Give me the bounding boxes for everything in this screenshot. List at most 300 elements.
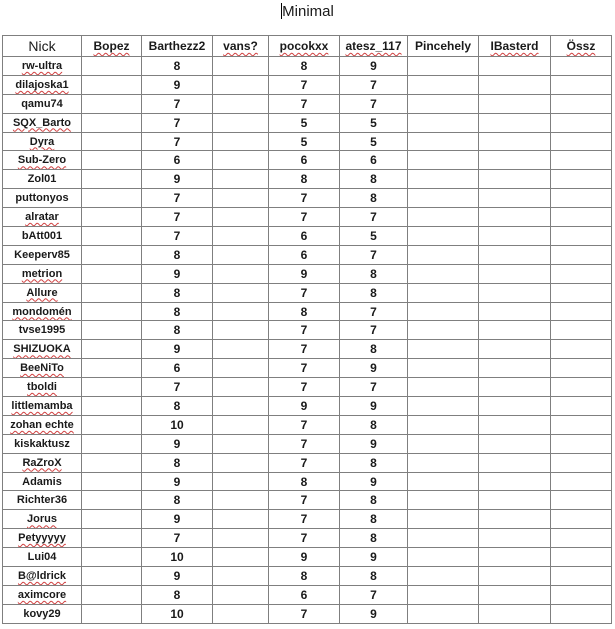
score-cell[interactable] [408,585,479,604]
score-cell[interactable] [213,283,269,302]
score-cell[interactable] [213,227,269,246]
nick-cell[interactable] [3,302,82,321]
score-cell[interactable] [82,415,142,434]
score-cell[interactable] [340,227,408,246]
score-cell[interactable] [269,113,340,132]
score-value: 7 [300,417,308,432]
score-cell[interactable] [551,510,612,529]
nick-cell[interactable] [3,510,82,529]
score-cell[interactable] [82,264,142,283]
score-cell[interactable] [142,302,213,321]
score-cell[interactable] [408,415,479,434]
score-cell[interactable] [213,378,269,397]
nick-cell[interactable] [3,245,82,264]
nick-cell[interactable] [3,397,82,416]
score-cell[interactable] [213,170,269,189]
score-cell[interactable] [82,227,142,246]
score-cell[interactable] [82,189,142,208]
score-cell[interactable] [82,359,142,378]
score-cell[interactable] [340,57,408,76]
score-cell[interactable] [213,453,269,472]
score-cell[interactable] [269,378,340,397]
score-cell[interactable] [142,132,213,151]
score-cell[interactable] [408,548,479,567]
score-cell[interactable] [479,264,551,283]
score-cell[interactable] [340,604,408,623]
score-cell[interactable] [82,302,142,321]
nick-cell[interactable] [3,548,82,567]
score-cell[interactable] [408,302,479,321]
score-cell[interactable] [269,302,340,321]
score-cell[interactable] [408,283,479,302]
score-cell[interactable] [408,132,479,151]
score-cell[interactable] [269,170,340,189]
score-cell[interactable] [142,567,213,586]
score-cell[interactable] [213,208,269,227]
nick-cell[interactable] [3,491,82,510]
nick-cell[interactable] [3,75,82,94]
score-cell[interactable] [340,75,408,94]
score-cell[interactable] [82,510,142,529]
score-cell[interactable] [340,585,408,604]
score-cell[interactable] [340,359,408,378]
score-cell[interactable] [479,397,551,416]
score-cell[interactable] [340,472,408,491]
score-cell[interactable] [408,434,479,453]
score-cell[interactable] [269,491,340,510]
score-cell[interactable] [408,75,479,94]
score-cell[interactable] [551,529,612,548]
score-cell[interactable] [142,151,213,170]
score-cell[interactable] [213,397,269,416]
score-cell[interactable] [269,434,340,453]
score-cell[interactable] [269,510,340,529]
score-cell[interactable] [213,57,269,76]
score-cell[interactable] [551,132,612,151]
score-cell[interactable] [82,170,142,189]
score-cell[interactable] [142,57,213,76]
column-header-label: Pincehely [414,39,472,53]
score-cell[interactable] [269,75,340,94]
score-cell[interactable] [551,170,612,189]
score-cell[interactable] [142,434,213,453]
score-value: 8 [173,247,181,262]
score-cell[interactable] [340,170,408,189]
score-value: 7 [173,96,181,111]
table-row [3,378,612,397]
score-cell[interactable] [408,529,479,548]
score-value: 8 [370,285,377,300]
score-cell[interactable] [213,472,269,491]
score-cell[interactable] [479,567,551,586]
table-row [3,340,612,359]
score-cell[interactable] [142,491,213,510]
score-cell[interactable] [551,491,612,510]
score-cell[interactable] [142,529,213,548]
score-cell[interactable] [408,113,479,132]
column-header [142,36,213,57]
score-cell[interactable] [340,397,408,416]
score-cell[interactable] [479,245,551,264]
nick-cell[interactable] [3,340,82,359]
score-cell[interactable] [408,94,479,113]
score-cell[interactable] [82,548,142,567]
score-cell[interactable] [408,151,479,170]
score-cell[interactable] [408,321,479,340]
score-value: 6 [173,153,181,168]
score-cell[interactable] [551,151,612,170]
score-cell[interactable] [551,321,612,340]
nick-cell[interactable] [3,208,82,227]
score-cell[interactable] [479,170,551,189]
score-cell[interactable] [82,132,142,151]
score-cell[interactable] [479,415,551,434]
score-cell[interactable] [551,434,612,453]
score-value: 7 [300,531,308,546]
score-cell[interactable] [269,151,340,170]
score-cell[interactable] [213,132,269,151]
score-cell[interactable] [551,208,612,227]
score-cell[interactable] [479,302,551,321]
table-row [3,189,612,208]
score-cell[interactable] [479,57,551,76]
score-cell[interactable] [142,283,213,302]
score-cell[interactable] [82,378,142,397]
column-header-label: IBasterd [490,39,539,53]
score-cell[interactable] [269,264,340,283]
score-cell[interactable] [340,529,408,548]
score-cell[interactable] [269,397,340,416]
score-cell[interactable] [408,264,479,283]
score-cell[interactable] [551,415,612,434]
score-cell[interactable] [213,585,269,604]
score-cell[interactable] [269,321,340,340]
score-value: 7 [370,210,377,225]
score-cell[interactable] [479,321,551,340]
score-cell[interactable] [551,359,612,378]
score-cell[interactable] [340,208,408,227]
score-cell[interactable] [408,340,479,359]
score-cell[interactable] [142,472,213,491]
score-cell[interactable] [82,604,142,623]
score-cell[interactable] [213,567,269,586]
score-cell[interactable] [408,227,479,246]
score-cell[interactable] [82,453,142,472]
score-cell[interactable] [479,529,551,548]
score-cell[interactable] [479,283,551,302]
score-cell[interactable] [340,132,408,151]
score-cell[interactable] [340,415,408,434]
score-cell[interactable] [551,264,612,283]
score-cell[interactable] [269,189,340,208]
nick-cell[interactable] [3,529,82,548]
score-cell[interactable] [82,529,142,548]
score-value: 7 [370,380,377,395]
score-value: 9 [370,606,377,621]
score-cell[interactable] [269,57,340,76]
score-cell[interactable] [340,491,408,510]
score-cell[interactable] [340,510,408,529]
score-cell[interactable] [479,359,551,378]
score-cell[interactable] [269,415,340,434]
score-cell[interactable] [340,567,408,586]
score-cell[interactable] [82,75,142,94]
score-cell[interactable] [213,340,269,359]
score-value: 9 [370,361,377,376]
score-cell[interactable] [213,113,269,132]
score-cell[interactable] [408,189,479,208]
score-cell[interactable] [551,245,612,264]
nick-cell[interactable] [3,567,82,586]
nick-text: tvse1995 [18,324,66,337]
score-cell[interactable] [82,321,142,340]
score-cell[interactable] [408,510,479,529]
score-cell[interactable] [142,113,213,132]
score-cell[interactable] [213,151,269,170]
score-cell[interactable] [479,94,551,113]
score-cell[interactable] [142,453,213,472]
score-cell[interactable] [269,94,340,113]
score-cell[interactable] [142,548,213,567]
score-cell[interactable] [479,472,551,491]
score-cell[interactable] [269,604,340,623]
table-body [3,57,612,624]
score-cell[interactable] [213,510,269,529]
score-cell[interactable] [269,567,340,586]
score-cell[interactable] [213,321,269,340]
score-cell[interactable] [269,359,340,378]
nick-cell[interactable] [3,585,82,604]
score-cell[interactable] [551,453,612,472]
column-header-label: Nick [28,38,56,54]
score-cell[interactable] [269,132,340,151]
score-cell[interactable] [213,264,269,283]
score-cell[interactable] [479,189,551,208]
table-row [3,170,612,189]
score-cell[interactable] [408,245,479,264]
table-row [3,529,612,548]
score-cell[interactable] [142,340,213,359]
score-cell[interactable] [551,340,612,359]
nick-text: tboldi [27,381,57,394]
score-cell[interactable] [408,472,479,491]
score-cell[interactable] [82,491,142,510]
score-cell[interactable] [269,208,340,227]
nick-cell[interactable] [3,415,82,434]
score-cell[interactable] [269,529,340,548]
score-cell[interactable] [142,510,213,529]
score-cell[interactable] [142,359,213,378]
score-cell[interactable] [269,453,340,472]
score-cell[interactable] [408,604,479,623]
score-cell[interactable] [142,604,213,623]
score-cell[interactable] [551,189,612,208]
score-cell[interactable] [142,397,213,416]
score-cell[interactable] [551,227,612,246]
score-cell[interactable] [340,453,408,472]
score-cell[interactable] [142,321,213,340]
score-cell[interactable] [82,57,142,76]
score-cell[interactable] [340,321,408,340]
score-cell[interactable] [82,94,142,113]
score-cell[interactable] [408,567,479,586]
score-cell[interactable] [551,567,612,586]
table-row [3,264,612,283]
score-cell[interactable] [82,283,142,302]
score-cell[interactable] [142,75,213,94]
score-cell[interactable] [142,415,213,434]
score-cell[interactable] [479,548,551,567]
nick-cell[interactable] [3,151,82,170]
score-cell[interactable] [408,453,479,472]
score-cell[interactable] [82,472,142,491]
nick-cell[interactable] [3,472,82,491]
score-cell[interactable] [340,302,408,321]
score-cell[interactable] [551,604,612,623]
score-cell[interactable] [340,283,408,302]
score-cell[interactable] [213,548,269,567]
nick-cell[interactable] [3,604,82,623]
score-cell[interactable] [213,604,269,623]
score-cell[interactable] [479,208,551,227]
score-cell[interactable] [213,359,269,378]
score-cell[interactable] [213,529,269,548]
score-cell[interactable] [551,585,612,604]
score-cell[interactable] [551,283,612,302]
score-cell[interactable] [142,170,213,189]
score-cell[interactable] [551,113,612,132]
score-cell[interactable] [479,340,551,359]
nick-cell[interactable] [3,132,82,151]
score-cell[interactable] [551,57,612,76]
score-cell[interactable] [269,340,340,359]
score-cell[interactable] [479,75,551,94]
score-cell[interactable] [213,302,269,321]
nick-cell[interactable] [3,434,82,453]
nick-cell[interactable] [3,113,82,132]
score-value: 7 [173,134,181,149]
score-cell[interactable] [408,359,479,378]
score-cell[interactable] [408,397,479,416]
score-cell[interactable] [142,264,213,283]
score-cell[interactable] [479,585,551,604]
score-cell[interactable] [479,113,551,132]
score-cell[interactable] [269,245,340,264]
score-cell[interactable] [408,57,479,76]
nick-cell[interactable] [3,283,82,302]
nick-cell[interactable] [3,378,82,397]
score-cell[interactable] [82,585,142,604]
score-cell[interactable] [340,340,408,359]
document-title-text: Minimal [282,3,334,20]
score-cell[interactable] [551,94,612,113]
score-cell[interactable] [340,113,408,132]
score-cell[interactable] [142,585,213,604]
nick-cell[interactable] [3,359,82,378]
score-cell[interactable] [142,245,213,264]
score-cell[interactable] [479,491,551,510]
nick-cell[interactable] [3,94,82,113]
score-cell[interactable] [269,227,340,246]
score-cell[interactable] [142,208,213,227]
score-cell[interactable] [340,151,408,170]
score-cell[interactable] [479,434,551,453]
score-cell[interactable] [340,378,408,397]
score-cell[interactable] [269,548,340,567]
score-cell[interactable] [551,472,612,491]
nick-cell[interactable] [3,170,82,189]
score-cell[interactable] [479,510,551,529]
nick-cell[interactable] [3,264,82,283]
table-row [3,208,612,227]
score-cell[interactable] [551,378,612,397]
score-cell[interactable] [213,434,269,453]
score-cell[interactable] [340,94,408,113]
score-cell[interactable] [551,302,612,321]
score-cell[interactable] [142,94,213,113]
score-cell[interactable] [551,75,612,94]
score-cell[interactable] [340,548,408,567]
score-cell[interactable] [269,283,340,302]
score-cell[interactable] [479,227,551,246]
score-cell[interactable] [269,585,340,604]
score-cell[interactable] [340,434,408,453]
score-value: 9 [300,550,308,565]
score-cell[interactable] [479,151,551,170]
score-cell[interactable] [142,378,213,397]
score-cell[interactable] [479,132,551,151]
score-cell[interactable] [213,189,269,208]
score-cell[interactable] [82,434,142,453]
score-cell[interactable] [551,548,612,567]
score-cell[interactable] [408,208,479,227]
nick-text: SQX_Barto [12,116,72,129]
score-cell[interactable] [213,491,269,510]
score-cell[interactable] [479,604,551,623]
score-cell[interactable] [82,567,142,586]
score-cell[interactable] [408,378,479,397]
nick-cell[interactable] [3,453,82,472]
score-cell[interactable] [213,415,269,434]
nick-text: Sub-Zero [17,154,67,167]
score-cell[interactable] [142,189,213,208]
score-cell[interactable] [340,189,408,208]
nick-cell[interactable] [3,57,82,76]
score-cell[interactable] [82,245,142,264]
score-cell[interactable] [213,245,269,264]
score-cell[interactable] [479,453,551,472]
score-cell[interactable] [82,151,142,170]
score-cell[interactable] [82,340,142,359]
score-cell[interactable] [551,397,612,416]
score-cell[interactable] [269,472,340,491]
nick-cell[interactable] [3,189,82,208]
score-cell[interactable] [340,245,408,264]
nick-cell[interactable] [3,227,82,246]
score-cell[interactable] [213,94,269,113]
score-cell[interactable] [408,491,479,510]
score-value: 9 [300,266,308,281]
nick-cell[interactable] [3,321,82,340]
score-cell[interactable] [408,170,479,189]
score-cell[interactable] [82,208,142,227]
score-cell[interactable] [340,264,408,283]
score-cell[interactable] [479,378,551,397]
score-cell[interactable] [82,397,142,416]
score-cell[interactable] [213,75,269,94]
score-cell[interactable] [82,113,142,132]
score-cell[interactable] [142,227,213,246]
